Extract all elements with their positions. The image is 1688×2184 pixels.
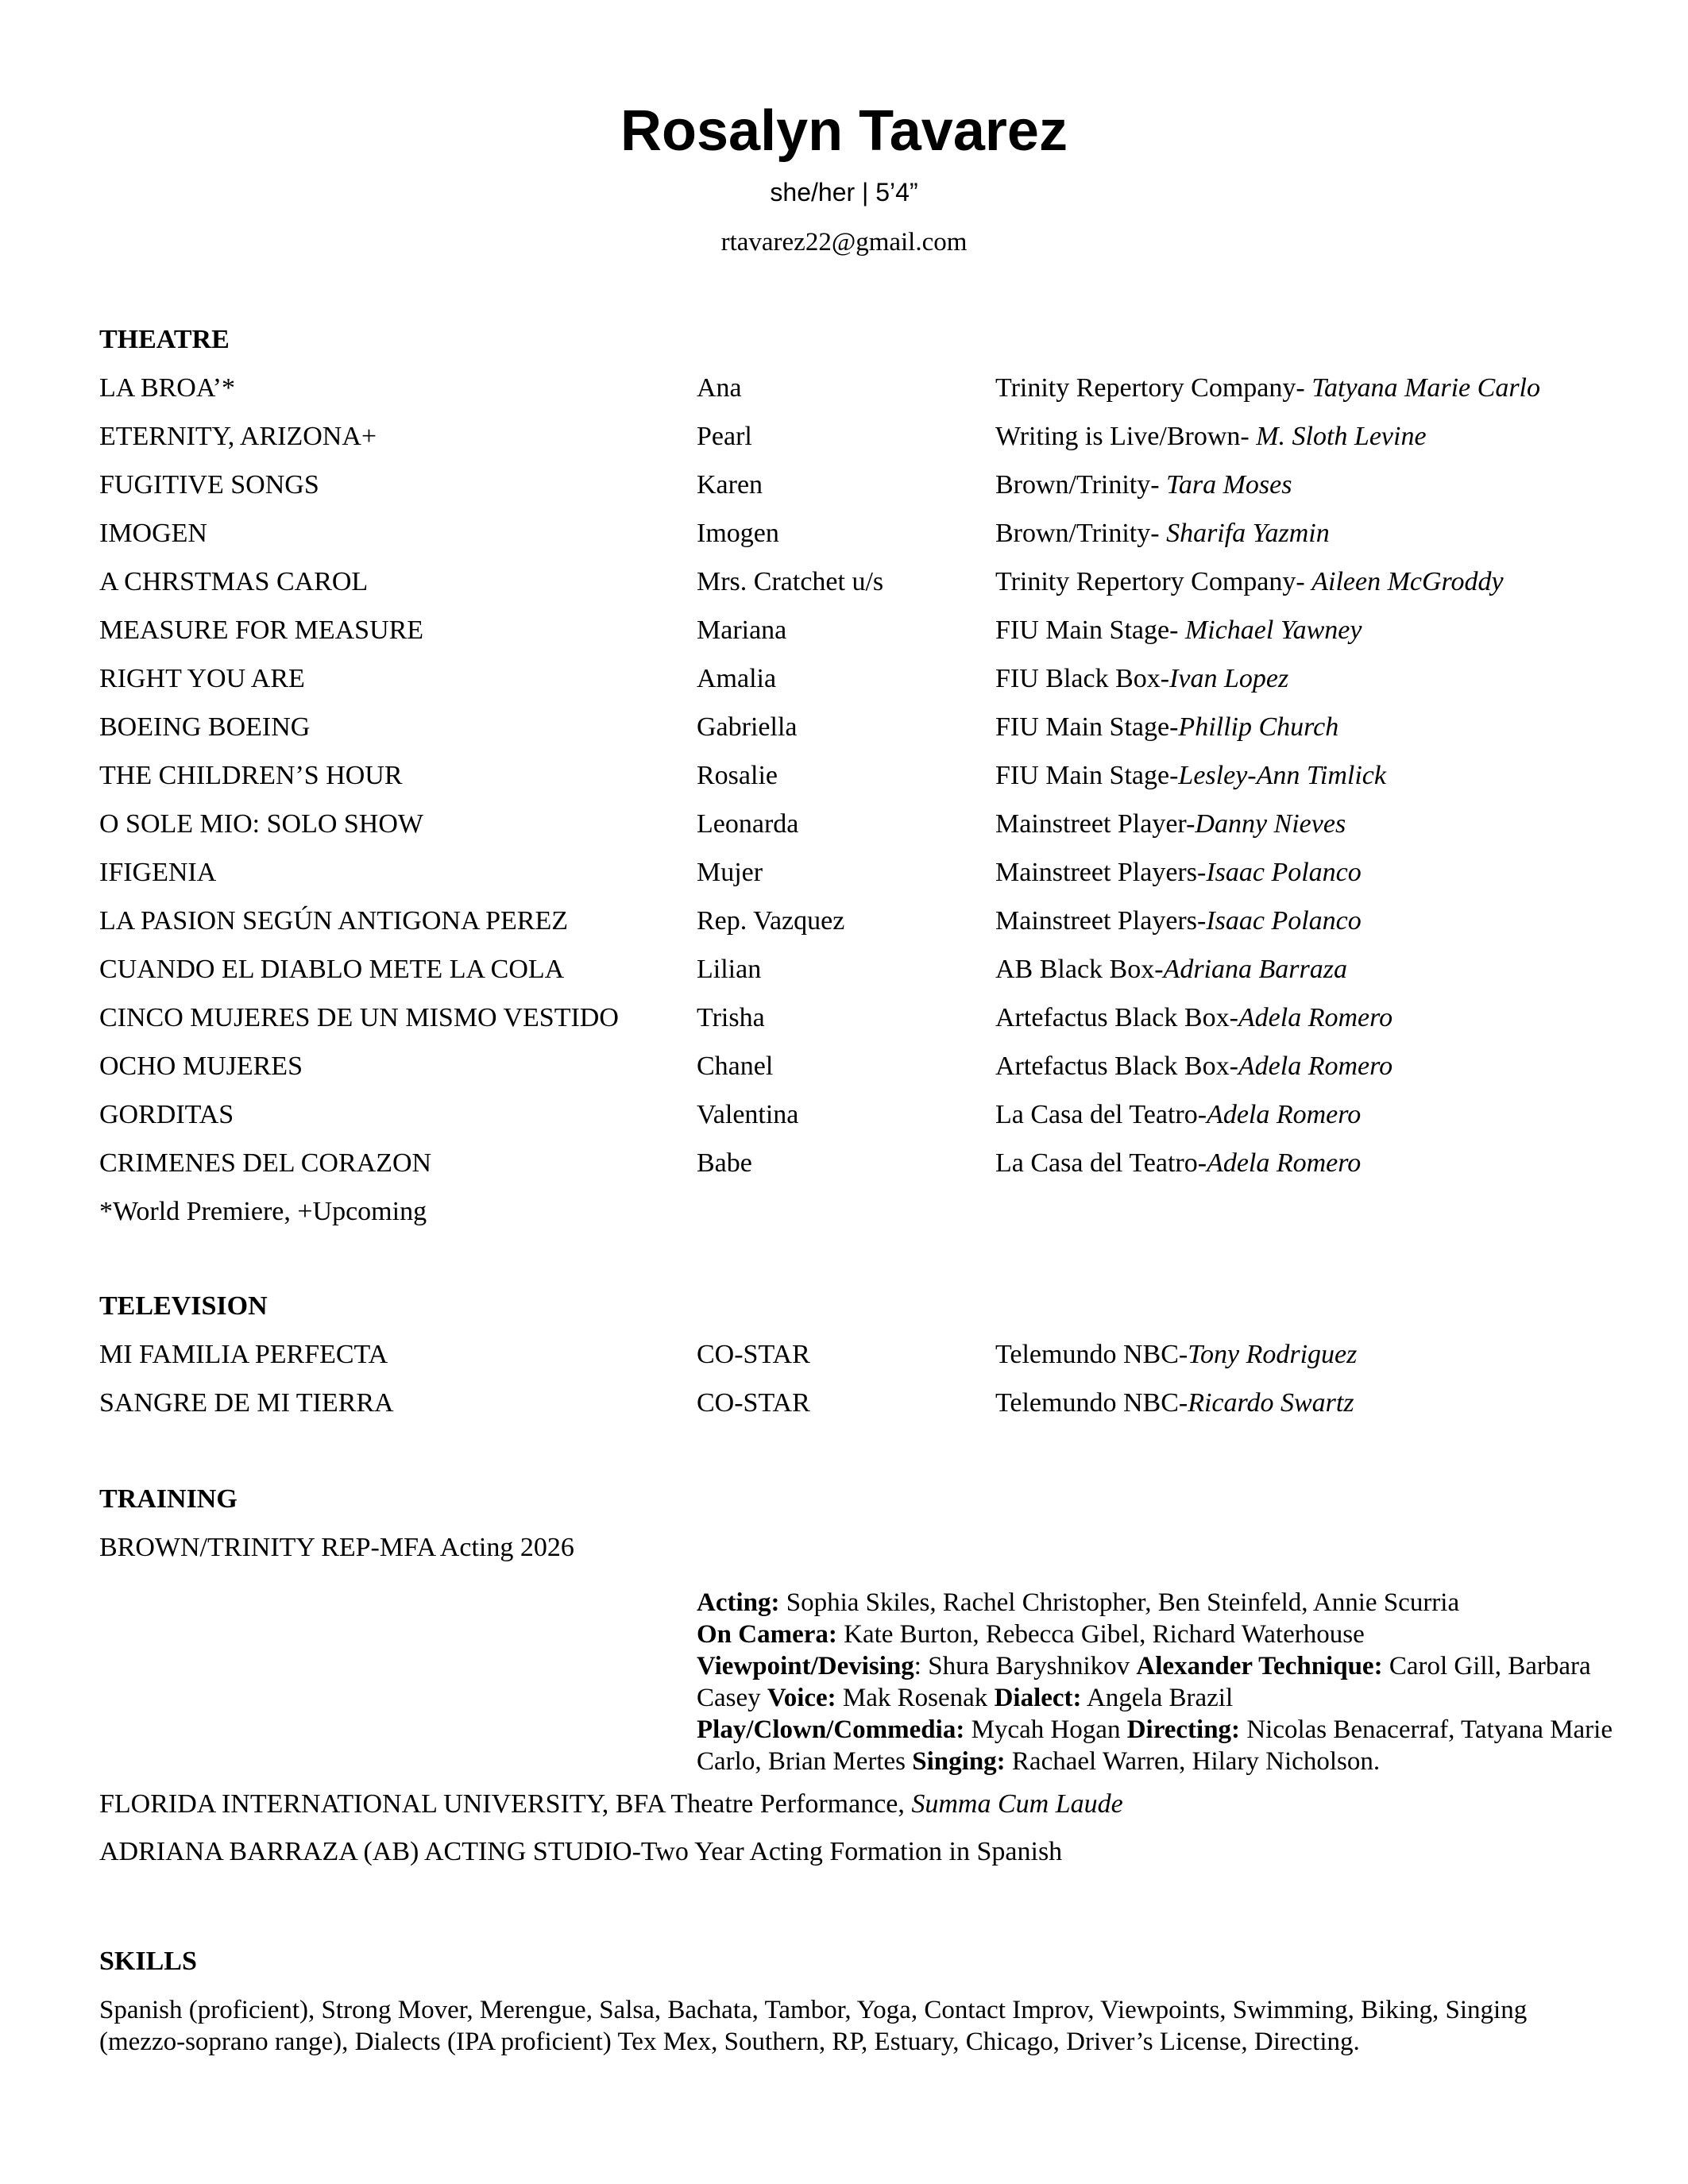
director: Sharifa Yazmin xyxy=(1166,519,1330,548)
show-title: THE CHILDREN’S HOUR xyxy=(99,761,403,790)
show-title: GORDITAS xyxy=(99,1100,234,1129)
role: Chanel xyxy=(697,1051,774,1081)
company: Brown/Trinity- xyxy=(995,470,1167,500)
company: Trinity Repertory Company- xyxy=(995,373,1312,403)
company-director xyxy=(995,751,1386,800)
director: Adela Romero xyxy=(1238,1003,1393,1032)
show-title: BOEING BOEING xyxy=(99,712,311,742)
company-director xyxy=(995,848,1362,897)
company-director xyxy=(995,897,1362,945)
show-title: SANGRE DE MI TIERRA xyxy=(99,1388,394,1418)
company: FIU Main Stage- xyxy=(995,615,1185,645)
role: Trisha xyxy=(697,1003,765,1032)
viewpoint-teachers: : Shura Baryshnikov xyxy=(914,1652,1137,1680)
director: Tara Moses xyxy=(1166,470,1292,500)
company-director xyxy=(995,461,1292,509)
director: Lesley-Ann Timlick xyxy=(1178,761,1386,790)
role: Mariana xyxy=(697,615,787,645)
company: Mainstreet Players- xyxy=(995,858,1207,887)
company-director xyxy=(995,703,1338,751)
resume-name: Rosalyn Tavarez xyxy=(620,99,1068,163)
show-title: RIGHT YOU ARE xyxy=(99,664,305,693)
singing-label: Singing: xyxy=(912,1747,1006,1776)
voice-teachers: Mak Rosenak xyxy=(836,1684,995,1712)
director: Adela Romero xyxy=(1238,1051,1393,1081)
company: FIU Main Stage- xyxy=(995,761,1179,790)
company: La Casa del Teatro- xyxy=(995,1148,1207,1178)
director: Ricardo Swartz xyxy=(1188,1388,1354,1418)
role: Babe xyxy=(697,1148,752,1178)
director: Phillip Church xyxy=(1178,712,1339,742)
role: Amalia xyxy=(697,664,777,693)
company-director xyxy=(995,606,1362,654)
director: Adela Romero xyxy=(1207,1148,1362,1178)
director: Adriana Barraza xyxy=(1163,955,1347,984)
company: Telemundo NBC- xyxy=(995,1388,1188,1418)
role: CO-STAR xyxy=(697,1340,810,1369)
training-heading: TRAINING xyxy=(99,1484,238,1514)
television-credits xyxy=(99,1330,1609,1427)
skills-heading: SKILLS xyxy=(99,1947,197,1976)
theatre-credits xyxy=(99,364,1609,1236)
role: Leonarda xyxy=(697,809,799,839)
show-title: IMOGEN xyxy=(99,519,207,548)
director: Isaac Polanco xyxy=(1206,858,1362,887)
show-title: FUGITIVE SONGS xyxy=(99,470,319,500)
dialect-label: Dialect: xyxy=(994,1684,1082,1712)
show-title: O SOLE MIO: SOLO SHOW xyxy=(99,809,423,839)
credit-row xyxy=(99,558,1609,606)
company-director xyxy=(995,1379,1354,1427)
role: Mujer xyxy=(697,858,763,887)
credit-row xyxy=(99,848,1609,897)
theatre-note-row xyxy=(99,1187,1609,1236)
director: Ivan Lopez xyxy=(1169,664,1289,693)
director: Danny Nieves xyxy=(1195,809,1346,839)
role: Rep. Vazquez xyxy=(697,906,845,936)
credit-row xyxy=(99,1090,1609,1139)
credit-row xyxy=(99,1139,1609,1187)
television-heading: TELEVISION xyxy=(99,1291,268,1321)
role: Pearl xyxy=(697,422,752,451)
show-title: LA BROA’* xyxy=(99,373,235,403)
fiu-text: FLORIDA INTERNATIONAL UNIVERSITY, BFA Theatre Performance, xyxy=(99,1789,912,1819)
credit-row xyxy=(99,703,1609,751)
training-fiu xyxy=(99,1788,1123,1820)
credit-row xyxy=(99,1330,1609,1379)
company: Mainstreet Player- xyxy=(995,809,1196,839)
directing-label: Directing: xyxy=(1126,1715,1241,1744)
company: Artefactus Black Box- xyxy=(995,1003,1238,1032)
role: Lilian xyxy=(697,955,762,984)
show-title: OCHO MUJERES xyxy=(99,1051,303,1081)
credit-row xyxy=(99,945,1609,994)
show-title: A CHRSTMAS CAROL xyxy=(99,567,369,596)
company: FIU Black Box- xyxy=(995,664,1170,693)
play-teachers: Mycah Hogan xyxy=(964,1715,1127,1744)
company-director xyxy=(995,364,1540,412)
role: Valentina xyxy=(697,1100,799,1129)
credit-row xyxy=(99,364,1609,412)
company-director xyxy=(995,509,1330,558)
company-director xyxy=(995,945,1347,994)
company: La Casa del Teatro- xyxy=(995,1100,1207,1129)
credit-row xyxy=(99,751,1609,800)
company-director xyxy=(995,994,1393,1042)
show-title: IFIGENIA xyxy=(99,858,217,887)
role: Rosalie xyxy=(697,761,778,790)
show-title: CINCO MUJERES DE UN MISMO VESTIDO xyxy=(99,1003,619,1032)
credit-row xyxy=(99,461,1609,509)
company: Writing is Live/Brown- xyxy=(995,422,1257,451)
credit-row xyxy=(99,1379,1609,1427)
directing-teachers: Nicolas Benacerraf, Tatyana Marie Carlo, Brian Mertes xyxy=(697,1715,1613,1776)
singing-teachers: Rachael Warren, Hilary Nicholson. xyxy=(1005,1747,1381,1776)
role: Ana xyxy=(697,373,742,403)
director: M. Sloth Levine xyxy=(1256,422,1427,451)
role: CO-STAR xyxy=(697,1388,810,1418)
credit-row xyxy=(99,654,1609,703)
show-title: LA PASION SEGÚN ANTIGONA PEREZ xyxy=(99,906,569,936)
role: Imogen xyxy=(697,519,779,548)
show-title: ETERNITY, ARIZONA+ xyxy=(99,422,377,451)
company-director xyxy=(995,1330,1357,1379)
company-director xyxy=(995,1090,1361,1139)
theatre-heading: THEATRE xyxy=(99,325,230,354)
acting-teachers: Sophia Skiles, Rachel Christopher, Ben Steinfeld, Annie Scurria xyxy=(779,1588,1460,1617)
training-details xyxy=(697,1587,1618,1777)
email-address: rtavarez22@gmail.com xyxy=(720,228,968,257)
dialect-teachers: Angela Brazil xyxy=(1081,1684,1234,1712)
credit-row xyxy=(99,994,1609,1042)
credit-row xyxy=(99,606,1609,654)
company: Trinity Repertory Company- xyxy=(995,567,1312,596)
viewpoint-label: Viewpoint/Devising xyxy=(697,1652,914,1680)
role: Karen xyxy=(697,470,763,500)
company: AB Black Box- xyxy=(995,955,1164,984)
skills-text: Spanish (proficient), Strong Mover, Merengue, Salsa, Bachata, Tambor, Yoga, Contact Improv, Viewpoints, Swimming, Biking, Singing (mezzo-soprano range), Dialects (IPA proficient) Tex Mex, Southern, RP, Estuary, Chicago, Driver’s License, Directing. xyxy=(99,1996,1528,2056)
role: Mrs. Cratchet u/s xyxy=(697,567,884,596)
director: Aileen McGroddy xyxy=(1311,567,1504,596)
company-director xyxy=(995,800,1346,848)
credit-row xyxy=(99,1042,1609,1090)
show-title: MI FAMILIA PERFECTA xyxy=(99,1340,388,1369)
credit-row xyxy=(99,509,1609,558)
director: Tony Rodriguez xyxy=(1188,1340,1358,1369)
company: Artefactus Black Box- xyxy=(995,1051,1238,1081)
director: Michael Yawney xyxy=(1184,615,1362,645)
play-label: Play/Clown/Commedia: xyxy=(697,1715,965,1744)
company: Brown/Trinity- xyxy=(995,519,1167,548)
credit-row xyxy=(99,800,1609,848)
pronouns-height: she/her | 5’4” xyxy=(770,178,918,206)
alexander-teachers: Carol Gill, Barbara Casey xyxy=(697,1652,1591,1712)
theatre-note: *World Premiere, +Upcoming xyxy=(99,1197,427,1226)
director: Adela Romero xyxy=(1207,1100,1362,1129)
company-director xyxy=(995,558,1504,606)
company: Mainstreet Players- xyxy=(995,906,1207,936)
company-director xyxy=(995,654,1288,703)
voice-label: Voice: xyxy=(767,1684,836,1712)
training-brown: BROWN/TRINITY REP-MFA Acting 2026 xyxy=(99,1533,574,1562)
camera-teachers: Kate Burton, Rebecca Gibel, Richard Waterhouse xyxy=(836,1620,1365,1649)
director: Isaac Polanco xyxy=(1206,906,1362,936)
company: Telemundo NBC- xyxy=(995,1340,1188,1369)
credit-row xyxy=(99,412,1609,461)
credit-row xyxy=(99,897,1609,945)
role: Gabriella xyxy=(697,712,798,742)
company-director xyxy=(995,1042,1393,1090)
show-title: CRIMENES DEL CORAZON xyxy=(99,1148,432,1178)
show-title: CUANDO EL DIABLO METE LA COLA xyxy=(99,955,565,984)
camera-label: On Camera: xyxy=(697,1620,837,1649)
training-ab: ADRIANA BARRAZA (AB) ACTING STUDIO-Two Year Acting Formation in Spanish xyxy=(99,1837,1063,1866)
company-director xyxy=(995,1139,1361,1187)
company: FIU Main Stage- xyxy=(995,712,1179,742)
alexander-label: Alexander Technique: xyxy=(1136,1652,1383,1680)
acting-label: Acting: xyxy=(697,1588,780,1617)
fiu-honor: Summa Cum Laude xyxy=(911,1789,1123,1819)
show-title: MEASURE FOR MEASURE xyxy=(99,615,424,645)
director: Tatyana Marie Carlo xyxy=(1311,373,1541,403)
company-director xyxy=(995,412,1427,461)
